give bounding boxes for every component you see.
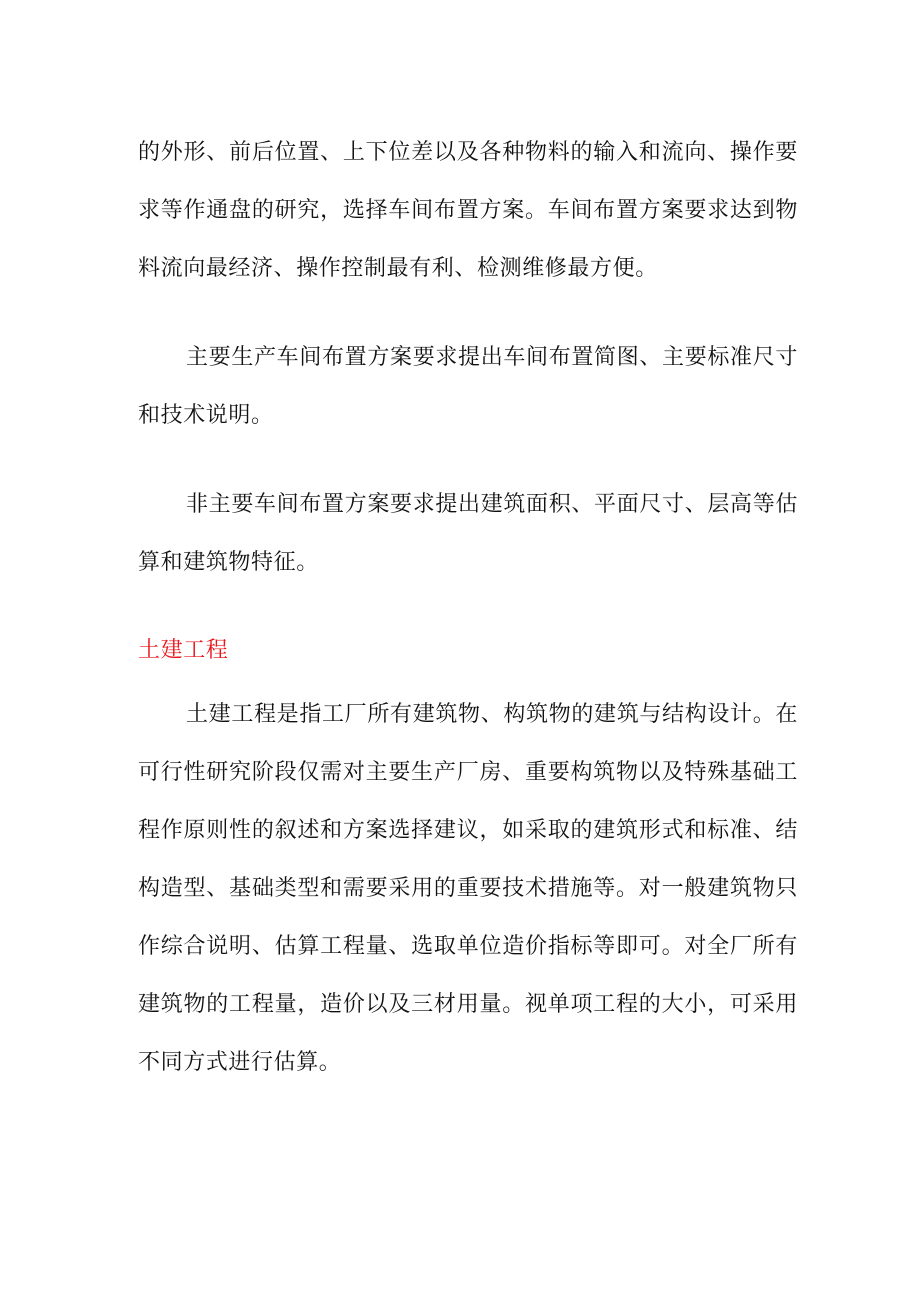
paragraph-main-workshop-layout: 主要生产车间布置方案要求提出车间布置简图、主要标准尺寸和技术说明。: [138, 345, 798, 428]
paragraph-non-main-workshop-layout: 非主要车间布置方案要求提出建筑面积、平面尺寸、层高等估算和建筑物特征。: [138, 492, 798, 575]
section-heading: 土建工程: [138, 638, 229, 663]
paragraph-continuation: 的外形、前后位置、上下位差以及各种物料的输入和流向、操作要求等作通盘的研究，选择车间布置方案。车间布置方案要求达到物料流向最经济、操作控制最有利、检测维修最方便。: [138, 140, 798, 281]
section-body-paragraph: 土建工程是指工厂所有建筑物、构筑物的建筑与结构设计。在可行性研究阶段仅需对主要生产厂房、重要构筑物以及特殊基础工程作原则性的叙述和方案选择建议，如采取的建筑形式和标准、结构造型、基础类型和需要采用的重要技术措施等。对一般建筑物只作综合说明、估算工程量、选取单位造价指标等即可。对全厂所有建筑物的工程量，造价以及三材用量。视单项工程的大小，可采用不同方式进行估算。: [138, 702, 798, 1075]
